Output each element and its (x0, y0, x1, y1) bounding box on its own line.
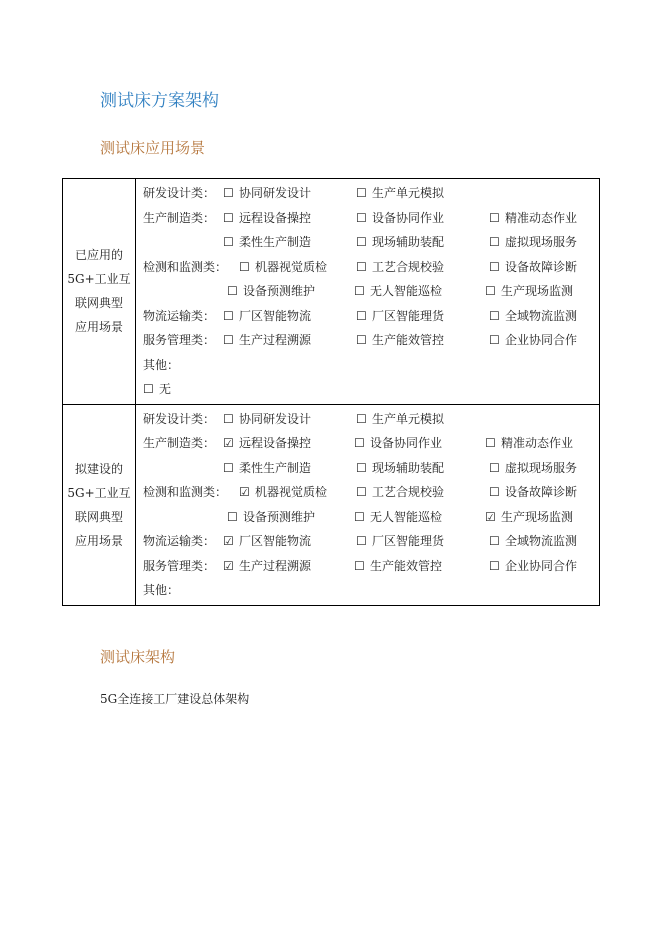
checkbox-option[interactable] (354, 431, 442, 456)
option-label: 无人智能巡检 (370, 509, 443, 524)
option-line (143, 407, 599, 432)
checkbox-option[interactable] (489, 529, 577, 554)
checkbox[interactable]: ☐ (356, 210, 367, 225)
option-label: 生产单元模拟 (372, 186, 445, 200)
checkbox[interactable]: ☐ (223, 186, 234, 200)
option-label: 无 (159, 382, 172, 396)
checkbox-option[interactable] (485, 431, 573, 456)
checkbox-option[interactable] (356, 304, 444, 329)
category-label: 生产制造类： (143, 436, 216, 450)
option-label: 无人智能巡检 (370, 284, 443, 298)
option-label: 设备故障诊断 (505, 485, 578, 499)
category-label: 研发设计类： (143, 186, 216, 200)
checkbox-option[interactable] (223, 554, 311, 579)
checkbox-option[interactable] (223, 181, 311, 206)
checkbox[interactable]: ☐ (489, 259, 500, 274)
option-label: 虚拟现场服务 (505, 460, 578, 475)
checkbox[interactable]: ☑ (223, 558, 234, 573)
checkbox[interactable]: ☐ (356, 333, 367, 347)
checkbox-option[interactable] (356, 328, 444, 353)
option-label: 远程设备操控 (239, 436, 312, 450)
checkbox-option[interactable] (354, 505, 442, 530)
option-label: 全域物流监测 (505, 534, 578, 548)
row-label-line: 联网典型 (74, 296, 123, 311)
option-line (143, 480, 599, 505)
checkbox[interactable]: ☑ (485, 509, 496, 524)
option-label: 机器视觉质检 (255, 485, 328, 499)
checkbox-option[interactable] (223, 328, 311, 353)
checkbox[interactable]: ☐ (489, 235, 500, 249)
checkbox[interactable]: ☐ (489, 558, 500, 573)
table-row (63, 404, 600, 605)
option-label: 生产现场监测 (501, 284, 574, 298)
checkbox[interactable]: ☐ (223, 235, 234, 249)
doc-title: 测试床方案架构 (100, 91, 219, 111)
option-line (143, 181, 599, 206)
checkbox[interactable]: ☐ (489, 534, 500, 548)
checkbox-option[interactable] (356, 407, 444, 432)
checkbox[interactable]: ☐ (485, 284, 496, 298)
row-label-planned (63, 404, 136, 605)
option-label: 工艺合规校验 (372, 259, 445, 274)
checkbox[interactable]: ☐ (356, 485, 367, 499)
checkbox-option[interactable] (356, 230, 444, 255)
row-label-line: 应用场景 (74, 533, 123, 548)
checkbox-option[interactable] (489, 255, 577, 280)
row-label-line: 拟建设的 (74, 461, 123, 476)
option-label: 设备预测维护 (243, 284, 316, 298)
checkbox[interactable]: ☐ (489, 333, 500, 347)
option-label: 生产过程溯源 (239, 333, 312, 347)
option-line (143, 377, 599, 402)
checkbox-option[interactable] (223, 456, 311, 481)
checkbox[interactable]: ☐ (354, 509, 365, 524)
checkbox[interactable]: ☐ (223, 460, 234, 475)
checkbox-option[interactable] (489, 304, 577, 329)
checkbox[interactable]: ☐ (489, 210, 500, 225)
option-label: 厂区智能理货 (372, 534, 445, 548)
checkbox[interactable]: ☐ (489, 308, 500, 323)
scenario-table (62, 178, 600, 606)
option-label: 企业协同合作 (505, 558, 578, 573)
checkbox-option[interactable] (223, 230, 311, 255)
checkbox[interactable]: ☐ (356, 308, 367, 323)
checkbox-option[interactable] (223, 431, 311, 456)
checkbox[interactable]: ☐ (239, 259, 250, 274)
row-label-line: 5G+工业互 (67, 272, 131, 287)
checkbox[interactable]: ☐ (356, 235, 367, 249)
checkbox-option[interactable] (489, 328, 577, 353)
option-label: 生产单元模拟 (372, 411, 445, 426)
category-label: 检测和监测类： (143, 259, 228, 274)
checkbox[interactable]: ☐ (223, 333, 234, 347)
checkbox[interactable]: ☑ (223, 436, 234, 450)
checkbox-option[interactable] (356, 206, 444, 231)
option-line (143, 353, 599, 378)
checkbox[interactable]: ☐ (354, 284, 365, 298)
option-label: 生产能效管控 (372, 333, 445, 347)
option-label: 精准动态作业 (501, 436, 574, 450)
checkbox[interactable]: ☐ (354, 436, 365, 450)
checkbox[interactable]: ☑ (239, 485, 250, 499)
option-label: 柔性生产制造 (239, 235, 312, 249)
option-label: 虚拟现场服务 (505, 235, 578, 249)
checkbox-option[interactable] (239, 255, 327, 280)
checkbox[interactable]: ☐ (227, 284, 238, 298)
option-label: 精准动态作业 (505, 210, 578, 225)
checkbox[interactable]: ☐ (356, 411, 367, 426)
checkbox-option[interactable] (489, 230, 577, 255)
option-label: 企业协同合作 (505, 333, 578, 347)
checkbox[interactable]: ☐ (223, 411, 234, 426)
option-label: 现场辅助装配 (372, 460, 445, 475)
row-label-applied (63, 179, 136, 405)
option-label: 机器视觉质检 (255, 259, 328, 274)
checkbox[interactable]: ☐ (356, 460, 367, 475)
option-label: 厂区智能物流 (239, 308, 312, 323)
option-line (143, 279, 599, 304)
category-label: 物流运输类： (143, 534, 216, 548)
option-label: 柔性生产制造 (239, 460, 312, 475)
checkbox-option[interactable] (356, 456, 444, 481)
checkbox-option[interactable] (356, 255, 444, 280)
option-label: 生产过程溯源 (239, 558, 312, 573)
checkbox-option[interactable] (356, 480, 444, 505)
category-label: 检测和监测类： (143, 485, 228, 499)
checkbox-option[interactable] (239, 480, 327, 505)
checkbox[interactable]: ☐ (223, 308, 234, 323)
checkbox-option[interactable] (485, 505, 573, 530)
checkbox-option[interactable] (356, 181, 444, 206)
option-label: 工艺合规校验 (372, 485, 445, 499)
option-label: 全域物流监测 (505, 308, 578, 323)
checkbox-option[interactable] (356, 529, 444, 554)
checkbox[interactable]: ☐ (227, 509, 238, 524)
row-options-applied (136, 179, 600, 405)
checkbox[interactable]: ☐ (223, 210, 234, 225)
checkbox-option[interactable] (354, 279, 442, 304)
option-line (143, 255, 599, 280)
checkbox-option[interactable] (489, 480, 577, 505)
checkbox[interactable]: ☐ (354, 558, 365, 573)
option-label: 协同研发设计 (239, 186, 312, 200)
row-label-line: 已应用的 (74, 248, 123, 263)
checkbox-option[interactable] (489, 456, 577, 481)
option-label: 生产能效管控 (370, 558, 443, 573)
option-line (143, 230, 599, 255)
option-label: 协同研发设计 (239, 411, 312, 426)
option-label: 设备故障诊断 (505, 259, 578, 274)
checkbox-option[interactable] (489, 206, 577, 231)
checkbox[interactable]: ☐ (489, 460, 500, 475)
option-label: 厂区智能理货 (372, 308, 445, 323)
section-heading-scenes: 测试床应用场景 (100, 139, 206, 157)
option-label: 生产现场监测 (501, 509, 574, 524)
category-label: 服务管理类： (143, 333, 216, 347)
checkbox[interactable]: ☐ (485, 436, 496, 450)
checkbox-option[interactable] (354, 554, 442, 579)
checkbox-option[interactable] (143, 377, 171, 402)
option-line (143, 505, 599, 530)
checkbox[interactable]: ☐ (356, 186, 367, 200)
option-line (143, 578, 599, 603)
checkbox-option[interactable] (223, 529, 311, 554)
checkbox-option[interactable] (223, 304, 311, 329)
row-label-line: 5G+工业互 (67, 485, 131, 500)
category-label: 其他： (143, 357, 180, 372)
checkbox[interactable]: ☐ (356, 259, 367, 274)
row-options-planned (136, 404, 600, 605)
checkbox-option[interactable] (485, 279, 573, 304)
option-label: 设备预测维护 (243, 509, 316, 524)
section-heading-arch: 测试床架构 (100, 648, 176, 666)
checkbox-option[interactable] (223, 407, 311, 432)
checkbox-option[interactable] (227, 505, 315, 530)
option-line (143, 206, 599, 231)
category-label: 生产制造类： (143, 210, 216, 225)
option-line (143, 554, 599, 579)
category-label: 其他： (143, 583, 180, 597)
checkbox-option[interactable] (223, 206, 311, 231)
category-label: 研发设计类： (143, 411, 216, 426)
option-line (143, 304, 599, 329)
table-row (63, 179, 600, 405)
option-line (143, 431, 599, 456)
option-label: 设备协同作业 (372, 210, 445, 225)
checkbox-option[interactable] (489, 554, 577, 579)
option-line (143, 328, 599, 353)
option-label: 设备协同作业 (370, 436, 443, 450)
checkbox[interactable]: ☑ (223, 534, 234, 548)
option-line (143, 456, 599, 481)
checkbox[interactable]: ☐ (143, 382, 154, 396)
row-label-line: 联网典型 (74, 509, 123, 524)
category-label: 服务管理类： (143, 558, 216, 573)
checkbox-option[interactable] (227, 279, 315, 304)
arch-caption: 5G全连接工厂建设总体架构 (100, 692, 250, 706)
checkbox[interactable]: ☐ (489, 485, 500, 499)
category-label: 物流运输类： (143, 308, 216, 323)
option-label: 厂区智能物流 (239, 534, 312, 548)
option-line (143, 529, 599, 554)
option-label: 远程设备操控 (239, 210, 312, 225)
checkbox[interactable]: ☐ (356, 534, 367, 548)
row-label-line: 应用场景 (74, 320, 123, 335)
option-label: 现场辅助装配 (372, 235, 445, 249)
